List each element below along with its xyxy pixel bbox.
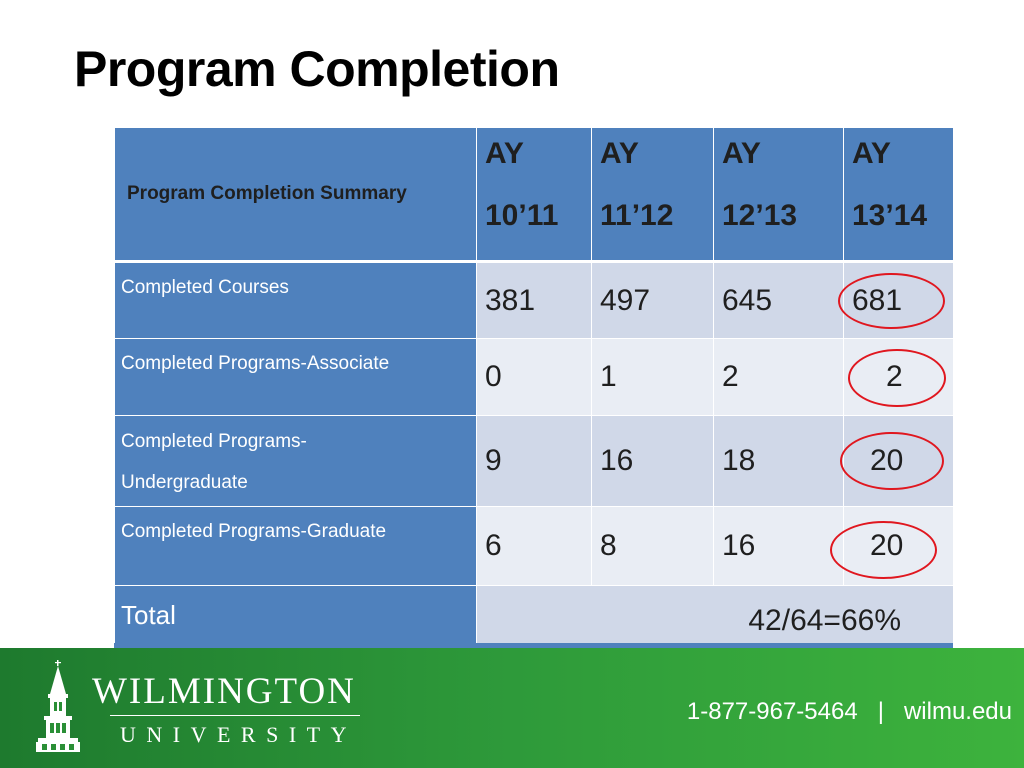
year-ay-label: AY [852, 137, 891, 170]
table-cell: 16 [592, 416, 714, 507]
website-link[interactable]: wilmu.edu [903, 698, 1012, 725]
table-cell: 18 [714, 416, 844, 507]
year-ay-label: AY [485, 137, 524, 170]
table-cell-highlighted: 20 [844, 416, 954, 507]
year-header [844, 128, 954, 262]
total-value: 42/64=66% [477, 586, 954, 648]
table-cell: 16 [714, 507, 844, 586]
footer-banner [0, 648, 1024, 768]
year-ay-label: AY [722, 137, 761, 170]
table-total-row [115, 586, 954, 648]
year-value: 11’12 [600, 199, 674, 232]
year-header [592, 128, 714, 262]
table-header-row [115, 128, 954, 262]
table-row [115, 507, 954, 586]
table-cell: 9 [477, 416, 592, 507]
table-row [115, 339, 954, 416]
logo-wordmark-bottom: UNIVERSITY [120, 722, 357, 747]
table-cell-highlighted: 2 [844, 339, 954, 416]
table-cell: 6 [477, 507, 592, 586]
phone-number: 1-877-967-5464 [686, 698, 858, 725]
logo-divider [110, 715, 360, 716]
table-cell-highlighted: 20 [844, 507, 954, 586]
year-value: 10’11 [485, 199, 559, 232]
row-label: Completed Programs-Associate [115, 339, 477, 416]
slide-title: Program Completion [74, 41, 560, 97]
year-value: 12’13 [722, 199, 798, 232]
table-row [115, 416, 954, 507]
table-cell: 1 [592, 339, 714, 416]
year-value: 13’14 [852, 199, 928, 232]
row-label: Completed Courses [115, 262, 477, 339]
table-cell: 2 [714, 339, 844, 416]
university-tower-logo-icon [32, 660, 84, 756]
table-cell: 381 [477, 262, 592, 339]
row-label: Completed Programs- Undergraduate [115, 416, 477, 507]
table-cell: 645 [714, 262, 844, 339]
year-header [714, 128, 844, 262]
table-cell: 0 [477, 339, 592, 416]
table-cell-highlighted: 681 [844, 262, 954, 339]
year-ay-label: AY [600, 137, 639, 170]
row-label: Completed Programs-Graduate [115, 507, 477, 586]
contact-separator: | [877, 698, 884, 725]
table-cell: 497 [592, 262, 714, 339]
table-corner-label: Program Completion Summary [115, 128, 477, 262]
table-cell: 8 [592, 507, 714, 586]
year-header [477, 128, 592, 262]
logo-wordmark-top: WILMINGTON [92, 671, 356, 712]
table-row [115, 262, 954, 339]
program-completion-table [114, 127, 954, 648]
total-label: Total [115, 586, 477, 648]
contact-info [687, 698, 1012, 726]
